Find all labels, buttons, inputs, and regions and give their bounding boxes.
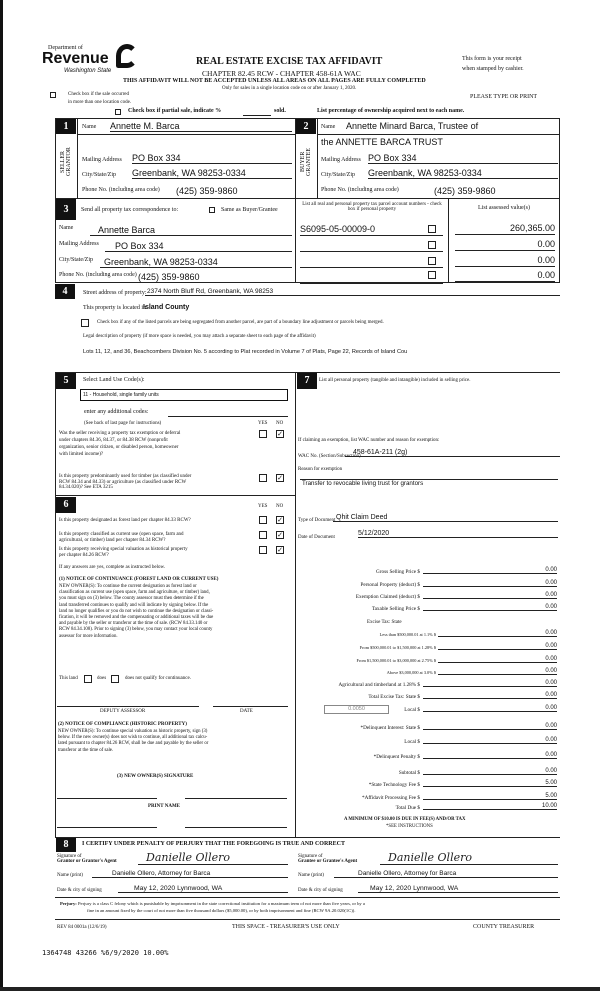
yes-header: YES <box>258 504 268 509</box>
correspondence-label: Send all property tax correspondence to: <box>81 207 179 213</box>
same-as-buyer-label: Same as Buyer/Grantee <box>221 207 278 213</box>
divider <box>55 837 560 838</box>
n-line: and payable by the seller or transferor at the time of sale. (RCW 84.33.140 or <box>59 621 208 627</box>
tax-row-value[interactable]: 0.00 <box>423 592 557 599</box>
label-line: Grantee or Grantee's Agent <box>298 859 358 864</box>
additional-codes-field[interactable] <box>168 409 288 417</box>
multi-location-label-2: in more than one location code. <box>68 100 132 105</box>
notice-continuance-title: (1) NOTICE OF CONTINUANCE (FOREST LAND OR CURRENT USE) <box>59 577 219 582</box>
yes-header: YES <box>258 421 268 426</box>
tax-row-value[interactable]: 0.00 <box>423 768 557 775</box>
street-address-field[interactable]: 2374 North Bluff Rd, Greenbank, WA 98253 <box>145 288 560 296</box>
section-6-number: 6 <box>56 497 76 513</box>
only-for-note: Only for sales in a single location code on or after January 1, 2020. <box>222 86 357 91</box>
buyer-city-label: City/State/Zip <box>321 172 355 178</box>
receipt-note-2: when stamped by cashier. <box>462 66 524 72</box>
tax-row-label: From $1,500,000.01 to $3,000,000 at 2.75% $ <box>356 658 436 663</box>
tax-row-label: Personal Property (deduct) $ <box>360 582 420 588</box>
exemption-question <box>59 430 180 458</box>
label-line: Grantor or Grantor's Agent <box>57 859 117 864</box>
forest-yes-checkbox[interactable] <box>259 516 267 524</box>
divider <box>317 118 318 198</box>
seller-side-label: SELLER GRANTOR <box>60 147 72 177</box>
divider <box>295 118 296 283</box>
form-chapter: CHAPTER 82.45 RCW - CHAPTER 458-61A WAC <box>202 69 361 78</box>
minimum-note: A MINIMUM OF $10.00 IS DUE IN FEE(S) AND/OR TAX <box>344 817 466 822</box>
deputy-assessor-line[interactable] <box>57 706 199 707</box>
buyer-mail-label: Mailing Address <box>321 157 361 163</box>
timber-no-checkbox[interactable]: ✓ <box>277 474 283 482</box>
divider <box>55 372 56 837</box>
logo-main: Revenue <box>42 50 109 67</box>
print-name-label: PRINT NAME <box>148 804 180 809</box>
local-rate-field[interactable]: 0.0050 <box>324 705 389 714</box>
date-line[interactable] <box>213 706 288 707</box>
list-pct-label: List percentage of ownership acquired next to each name. <box>317 108 465 114</box>
notice-compliance-text <box>58 729 208 754</box>
q-line: organization, senior citizen, or disabled person, homeowner <box>59 445 179 450</box>
tax-row-label: Gross Selling Price $ <box>376 569 420 575</box>
grantee-signature-label <box>298 854 357 864</box>
n-line: land no longer qualifies or you do not wish to continue the designation or classi- <box>59 608 214 614</box>
buyer-city-field[interactable]: Greenbank, WA 98253-0334 <box>368 168 558 179</box>
seller-name-field[interactable]: Annette M. Barca <box>110 121 292 132</box>
grantor-signature[interactable] <box>138 851 288 865</box>
tax-row-label: Exemption Claimed (deduct) $ <box>355 594 420 600</box>
n-line: land transferred continues to qualify and will indicate by signing below. If the <box>59 602 209 608</box>
seller-mail-label: Mailing Address <box>82 157 122 163</box>
historic-question <box>59 547 188 558</box>
doc-type-label: Type of Document <box>298 518 336 523</box>
logo-mark-icon <box>116 44 138 68</box>
corr-name-field[interactable]: Annette Barca <box>90 225 292 236</box>
corr-city-field[interactable]: Greenbank, WA 98253-0334 <box>100 257 292 268</box>
n-line: classification as current use (open space, farm and agriculture, or timber) land, <box>59 590 210 596</box>
perjury-line-2: fine in an amount fixed by the court of not more than five thousand dollars ($5,000.00), or by both imprisonment and fine (RCW 9A.20.020(1C)). <box>87 908 356 913</box>
tax-row-label: Agricultural and timberland at 1.28% $ <box>338 682 420 688</box>
section-7-number: 7 <box>297 373 317 389</box>
date-label: DATE <box>240 709 253 714</box>
new-owner-signature-title: (3) NEW OWNER(S) SIGNATURE <box>117 774 194 779</box>
form-title: REAL ESTATE EXCISE TAX AFFIDAVIT <box>196 56 383 67</box>
partial-sale-label: Check box if partial sale, indicate % <box>128 108 222 114</box>
buyer-name-field[interactable]: Annette Minard Barca, Trustee of <box>346 121 479 131</box>
label-line: Signature of <box>57 854 82 859</box>
tax-row-label: Local $ <box>404 707 420 713</box>
label-line: Signature of <box>298 854 323 859</box>
tax-row-value[interactable]: 5.00 <box>423 780 557 787</box>
doc-date-field[interactable]: 5/12/2020 <box>358 530 558 538</box>
grantee-date-field[interactable]: May 12, 2020 Lynnwood, WA <box>358 885 558 893</box>
personal-property-checkbox[interactable] <box>428 225 436 233</box>
parcel-header: List all real and personal property tax parcel account numbers - check box if personal property <box>302 202 442 212</box>
seller-mail-field[interactable]: PO Box 334 <box>132 153 292 164</box>
n-line: lated pursuant to chapter 84.26 RCW, shall be due and payable by the seller or <box>58 741 209 747</box>
notice-compliance-title: (2) NOTICE OF COMPLIANCE (HISTORIC PROPERTY) <box>58 722 187 727</box>
tax-row-value[interactable]: 0.00 <box>423 580 557 587</box>
perjury-notice <box>55 897 560 920</box>
if-yes-note: If any answers are yes, complete as instructed below. <box>59 565 166 570</box>
forest-no-checkbox[interactable]: ✓ <box>277 516 283 524</box>
seller-city-field[interactable]: Greenbank, WA 98253-0334 <box>132 168 292 179</box>
tax-row-value[interactable]: 0.00 <box>423 737 557 744</box>
tax-row-value[interactable]: 5.00 <box>423 793 557 800</box>
q-line: RCW 84.34 and 84.33) or agriculture (as classified under RCW <box>59 479 187 485</box>
segregate-label: Check box if any of the listed parcels are being segregated from another parcel, are part of a boundary line adjustment or parcels being merged. <box>97 320 384 325</box>
parcel-number-field[interactable] <box>300 272 443 284</box>
section-1-number: 1 <box>56 119 76 134</box>
tax-row-value[interactable]: 0.00 <box>423 680 557 687</box>
buyer-phone-field[interactable]: (425) 359-9860 <box>434 186 496 196</box>
grantee-signature[interactable] <box>380 851 558 865</box>
seller-city-label: City/State/Zip <box>82 172 116 178</box>
receipt-note-1: This form is your receipt <box>462 56 522 62</box>
treasurer-space-label: THIS SPACE - TREASURER'S USE ONLY <box>232 924 340 930</box>
grantee-name-field[interactable]: Danielle Ollero, Attorney for Barca <box>334 870 558 878</box>
grantee-date-label: Date & city of signing <box>298 888 343 893</box>
parcel-number-field[interactable] <box>300 256 443 268</box>
not-qualifies-checkbox[interactable] <box>111 675 119 683</box>
signature-text: Danielle Ollero <box>146 851 230 864</box>
assessed-value-field[interactable]: 0.00 <box>455 239 555 251</box>
cashier-stamp: 1364748 43266 %6/9/2020 10.00% <box>42 949 169 957</box>
this-land-label: This land <box>59 676 78 681</box>
buyer-phone-label: Phone No. (including area code) <box>321 187 399 193</box>
does-not-label: does not qualify for continuance. <box>125 676 191 681</box>
see-instructions: *SEE INSTRUCTIONS <box>386 824 433 829</box>
corr-name-label: Name <box>59 225 74 231</box>
multi-location-checkbox[interactable] <box>50 92 56 98</box>
historic-yes-checkbox[interactable] <box>259 546 267 554</box>
q-line: agricultural, or timber) land per chapter 84.34 RCW? <box>59 537 166 543</box>
tax-row-value[interactable]: 0.00 <box>423 705 557 712</box>
form-warning: THIS AFFIDAVIT WILL NOT BE ACCEPTED UNLESS ALL AREAS ON ALL PAGES ARE FULLY COMPLETED <box>123 78 426 84</box>
tax-row-value[interactable]: 0.00 <box>423 752 557 759</box>
logo-top: Department of <box>48 45 83 51</box>
county-treasurer-label: COUNTY TREASURER <box>473 924 535 930</box>
tax-row-value[interactable]: 0.00 <box>438 668 557 675</box>
tax-row-label: *Delinquent Interest: State $ <box>360 725 420 731</box>
q-line: Was the seller receiving a property tax exemption or deferral <box>59 431 181 436</box>
reason-label: Reason for exemption <box>298 467 343 472</box>
q-line: under chapters 84.36, 84.37, or 84.38 RCW (nonprofit <box>59 438 168 443</box>
legal-description-field[interactable]: Lots 11, 12, and 36, Beachcombers Division No. 5 according to Plat recorded in Volume 7 of Plats, Page 22, Records of Island Cou <box>83 349 408 355</box>
corr-city-label: City/State/Zip <box>59 257 93 263</box>
n-line: RCW 84.34.108). Prior to signing (3) below, you may contact your local county <box>59 627 213 633</box>
land-use-select[interactable]: 11 - Household, single family units <box>80 389 288 401</box>
corr-mail-label: Mailing Address <box>59 241 99 247</box>
signature-text: Danielle Ollero <box>388 851 472 864</box>
corr-mail-field[interactable]: PO Box 334 <box>105 241 292 252</box>
section-4-number: 4 <box>55 284 75 299</box>
tax-row-label: Subtotal $ <box>398 770 420 776</box>
divider <box>55 495 295 496</box>
q-line: Is this property predominantly used for timber (as classified under <box>59 474 192 479</box>
tax-row-value[interactable]: 0.00 <box>423 567 557 574</box>
timber-yes-checkbox[interactable] <box>259 474 267 482</box>
section-5-number: 5 <box>56 373 76 389</box>
buyer-mail-field[interactable]: PO Box 334 <box>368 153 558 164</box>
tax-row-label: Total Due $ <box>395 805 420 811</box>
forest-question: Is this property designated as forest land per chapter 84.33 RCW? <box>59 518 191 523</box>
signature-line[interactable] <box>57 798 157 799</box>
revision-label: REV 84 0001a (12/6/19) <box>57 925 107 930</box>
divider <box>295 372 296 837</box>
tax-row-label: *Affidavit Processing Fee $ <box>362 795 420 801</box>
n-line: NEW OWNER(S): To continue special valuation as historic property, sign (3) <box>58 729 208 734</box>
buyer-name-label: Name <box>321 124 336 130</box>
current-use-yes-checkbox[interactable] <box>259 531 267 539</box>
n-line: below. If the new owner(s) does not wish to continue, all additional tax calcu- <box>58 735 208 741</box>
see-back-note: (See back of last page for instructions) <box>84 421 162 426</box>
logo-sub: Washington State <box>64 68 112 74</box>
exemption-yes-checkbox[interactable] <box>259 430 267 438</box>
land-use-label: Select Land Use Code(s): <box>83 377 145 383</box>
tax-row-label: Above $3,000,000 at 3.0% $ <box>386 670 436 675</box>
section-2-number: 2 <box>296 119 316 134</box>
segregate-checkbox[interactable] <box>81 319 89 327</box>
located-label: This property is located in <box>83 305 146 311</box>
tax-row-value[interactable]: 0.00 <box>438 643 557 650</box>
grantor-date-field[interactable]: May 12, 2020 Lynnwood, WA <box>118 885 288 893</box>
tax-row-value[interactable]: 0.00 <box>438 656 557 663</box>
timber-question <box>59 474 191 491</box>
divider <box>77 134 295 135</box>
seller-name-label: Name <box>82 124 97 130</box>
current-use-question <box>59 532 184 543</box>
n-line: transferor at the time of sale. <box>58 747 114 753</box>
q-line: Is this property classified as current use (open space, farm and <box>59 532 184 537</box>
multi-location-label: Check box if the sale occurred <box>68 92 129 97</box>
notice-continuance-text <box>59 584 213 640</box>
wac-label: WAC No. (Section/Subsection) <box>298 454 361 459</box>
reason-field[interactable]: Transfer to revocable living trust for grantors <box>300 479 558 487</box>
divider <box>77 118 78 198</box>
parcel-number-field[interactable]: S6095-05-00009-0 <box>300 224 443 236</box>
print-name-line[interactable] <box>57 827 157 828</box>
tax-row-label: Local $ <box>404 739 420 745</box>
q-line: Is this property receiving special valuation as historical property <box>59 547 188 552</box>
value-header: List assessed value(s) <box>478 205 530 211</box>
perjury-label: Perjury: <box>60 901 77 906</box>
corr-phone-field[interactable]: (425) 359-9860 <box>138 272 200 282</box>
assessed-value-field[interactable]: 0.00 <box>455 255 555 267</box>
assessed-value-field[interactable]: 260,365.00 <box>455 223 555 235</box>
divider <box>448 198 449 283</box>
certify-statement: I CERTIFY UNDER PENALTY OF PERJURY THAT THE FOREGOING IS TRUE AND CORRECT <box>82 841 345 847</box>
wac-field[interactable]: 458-61A-211 (2g) <box>345 449 560 457</box>
doc-date-label: Date of Document <box>298 535 335 540</box>
n-line: NEW OWNER(S): To continue the current designation as forest land or <box>59 584 197 589</box>
grantor-signature-label <box>57 854 117 864</box>
exemption-no-checkbox[interactable]: ✓ <box>277 430 283 438</box>
tax-row-label: *State Technology Fee $ <box>368 782 420 788</box>
grantor-name-label: Name (print) <box>57 873 83 878</box>
n-line: you must sign on (3) below. The county assessor must then determine if the <box>59 596 204 602</box>
tax-row-value[interactable]: 10.00 <box>423 803 557 810</box>
scan-edge-bottom <box>0 987 600 991</box>
additional-codes-label: enter any additional codes: <box>84 409 149 415</box>
partial-pct-field[interactable] <box>243 108 271 116</box>
section-8-number: 8 <box>56 838 76 852</box>
personal-property-checkbox[interactable] <box>428 241 436 249</box>
tax-row-label: Taxable Selling Price $ <box>371 606 420 612</box>
street-label: Street address of property: <box>83 290 147 296</box>
divider <box>317 134 560 135</box>
tax-row-value[interactable]: 0.00 <box>423 723 557 730</box>
tax-row-label: From $500,000.01 to $1,500,000 at 1.28% $ <box>359 645 436 650</box>
type-or-print: PLEASE TYPE OR PRINT <box>470 94 538 100</box>
same-as-buyer-checkbox[interactable] <box>209 207 215 213</box>
assessed-value-field[interactable]: 0.00 <box>455 270 555 282</box>
doc-type-field[interactable]: Qhit Claim Deed <box>333 514 558 522</box>
divider <box>55 198 560 199</box>
print-name-line[interactable] <box>185 827 287 828</box>
tax-row-value[interactable]: 0.00 <box>423 692 557 699</box>
q-line: 84.34.020)? See ETA 3215 <box>59 485 113 490</box>
buyer-name-line-2[interactable]: the ANNETTE BARCA TRUST <box>321 137 443 147</box>
signature-line[interactable] <box>185 798 287 799</box>
tax-row-label: Less than $500,000.01 at 1.1% $ <box>379 632 436 637</box>
buyer-side-label: BUYER GRANTEE <box>300 148 312 176</box>
seller-phone-label: Phone No. (including area code) <box>82 187 160 193</box>
n-line: assessor for more information. <box>59 633 118 639</box>
tax-row-value[interactable]: 0.00 <box>423 604 557 611</box>
current-use-no-checkbox[interactable]: ✓ <box>277 531 283 539</box>
section-3-number: 3 <box>56 199 76 220</box>
legal-desc-label: Legal description of property (if more space is needed, you may attach a separate sheet to each page of the affidavit) <box>83 334 316 339</box>
qualifies-checkbox[interactable] <box>84 675 92 683</box>
seller-phone-field[interactable]: (425) 359-9860 <box>176 186 238 196</box>
q-line: per chapter 84.26 RCW? <box>59 552 109 558</box>
county-field[interactable]: Island County <box>143 304 190 311</box>
no-header: NO <box>276 504 284 509</box>
personal-property-checkbox[interactable] <box>428 257 436 265</box>
q-line: with limited income)? <box>59 452 104 457</box>
perjury-line-1: Perjury is a class C felony which is punishable by imprisonment in the state correctional institution for a maximum term of not more than five years, or by a <box>78 901 365 906</box>
exemption-label: If claiming an exemption, list WAC number and reason for exemption: <box>298 438 440 443</box>
does-label: does <box>97 676 107 681</box>
grantor-date-label: Date & city of signing <box>57 888 102 893</box>
scan-edge <box>0 0 3 991</box>
personal-property-label: List all personal property (tangible and intangible) included in selling price. <box>319 378 471 383</box>
grantee-name-label: Name (print) <box>298 873 324 878</box>
tax-row-value[interactable]: 0.00 <box>438 630 557 637</box>
excise-state-label: Excise Tax: State <box>367 620 402 625</box>
corr-phone-label: Phone No. (including area code) <box>59 272 137 278</box>
parcel-number-field[interactable] <box>300 240 443 252</box>
historic-no-checkbox[interactable]: ✓ <box>277 546 283 554</box>
personal-property-checkbox[interactable] <box>428 271 436 279</box>
partial-sale-checkbox[interactable] <box>115 109 121 115</box>
no-header: NO <box>276 421 284 426</box>
tax-row-label: Total Excise Tax: State $ <box>368 694 420 700</box>
n-line: fication, it will be removed and the compensating or additional taxes will be due <box>59 615 214 621</box>
grantor-name-field[interactable]: Danielle Ollero, Attorney for Barca <box>92 870 288 878</box>
deputy-assessor-label: DEPUTY ASSESSOR <box>100 709 146 714</box>
tax-row-label: *Delinquent Penalty $ <box>373 754 420 760</box>
sold-label: sold. <box>274 108 286 114</box>
